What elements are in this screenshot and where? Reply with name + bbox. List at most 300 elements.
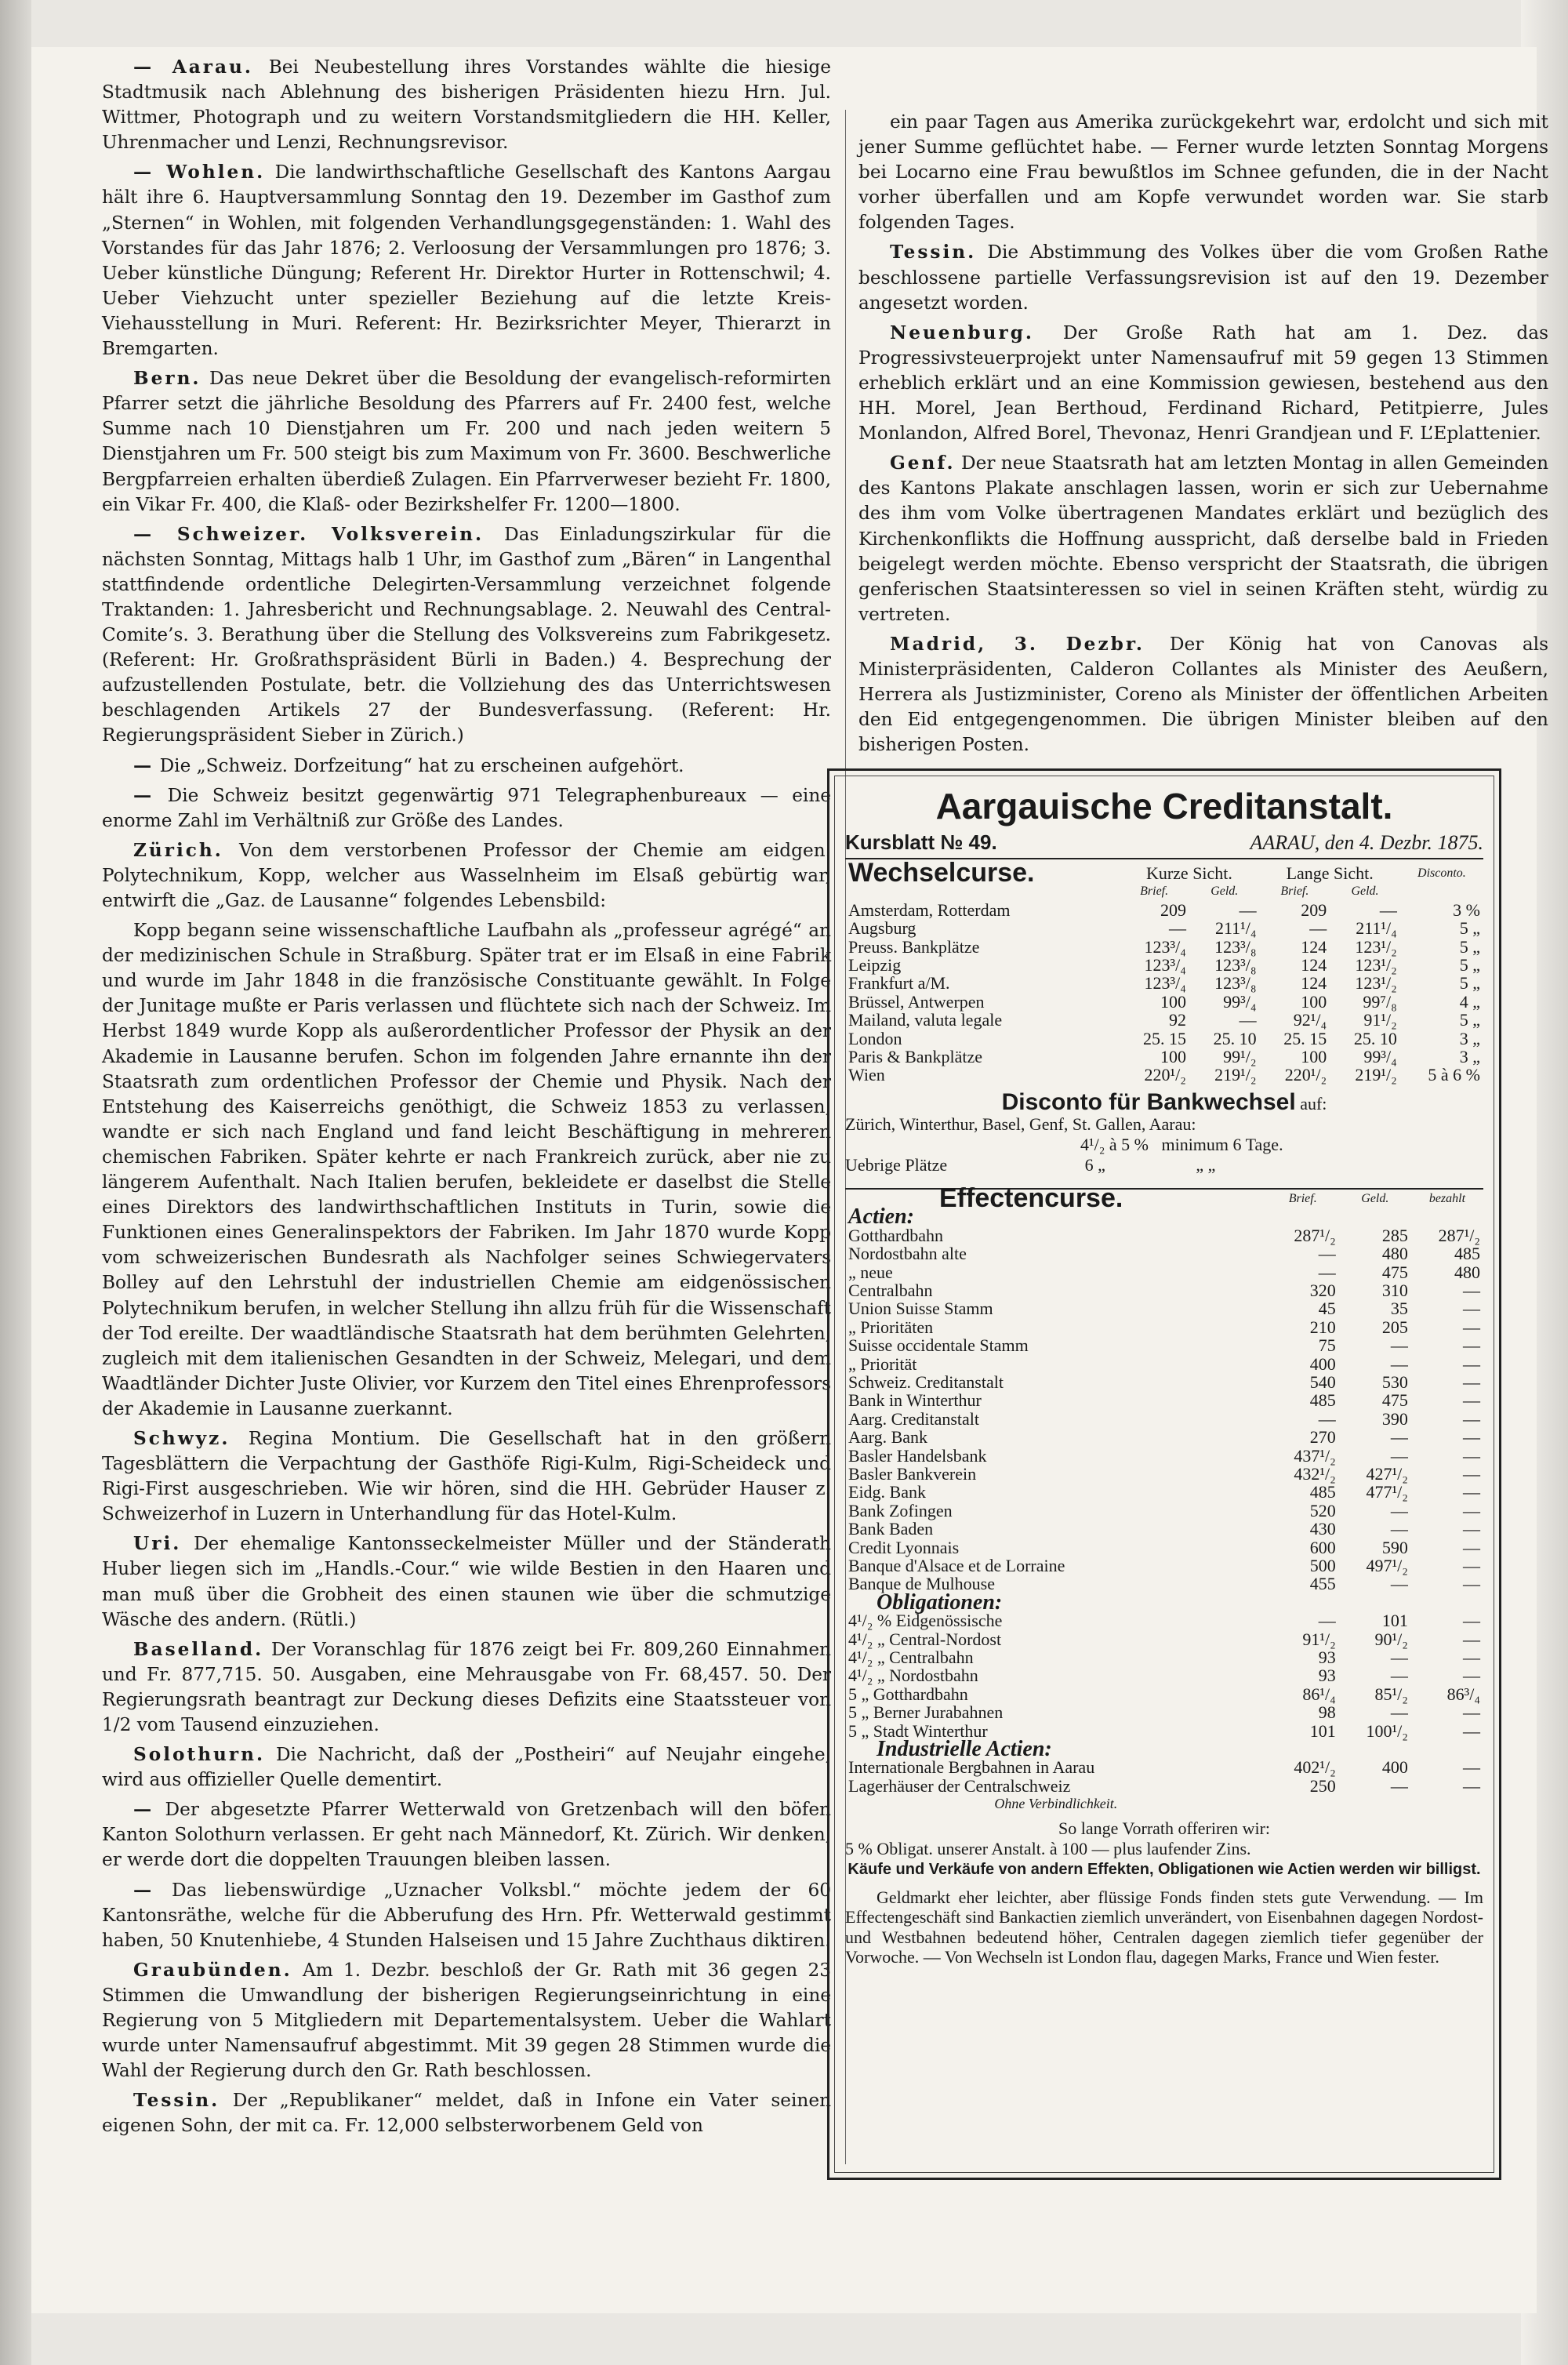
brief-value: 250 xyxy=(1309,1775,1336,1796)
brief-value: 485 xyxy=(1309,1482,1336,1502)
wechsel-title: Wechselcurse. xyxy=(848,858,1035,888)
wechsel-place: Wien xyxy=(848,1065,885,1085)
brief-value: 93 xyxy=(1318,1648,1336,1668)
bezahlt-value: — xyxy=(1463,1537,1480,1557)
lang-brief: 124 xyxy=(1301,973,1327,994)
article-text: Der Große Rath hat am 1. Dez. das Progressivsteuerprojekt unter Namensaufruf mit 59 gegen 13 Stimmen erheblich erklärt und an eine Kommission gewiesen, bestehend aus den HH. Morel, Jean Berthoud, Ferdinand Richard, Petitpierre, Jules Monlandon, Alfred Borel, Thevonaz, Henri Grandjean und F. L’Eplattenier. xyxy=(858,322,1548,445)
security-row xyxy=(845,1557,1483,1575)
bezahlt-value: — xyxy=(1463,1720,1480,1741)
security-row xyxy=(845,1648,1483,1666)
bezahlt-value: — xyxy=(1463,1353,1480,1374)
article-text: Der König hat von Canovas als Ministerpräsidenten, Calderon Collantes als Minister des Aeußern, Herrera als Justizminister, Coreno als Minister der öffentlichen Arbeiten den Eid entgegengenommen. Die übrigen Minister bleiben auf den bisherigen Posten. xyxy=(858,633,1548,756)
article-paragraph xyxy=(102,55,831,155)
book-spine xyxy=(0,0,31,2365)
article-text: Der ehemalige Kantonsseckelmeister Müller und der Ständerath Huber liegen sich im „Handls.-Cour.“ wie wilde Bestien in den Haaren und man muß über die Grobheit des einen staunen wie über die schmutzige Wäsche des andern. (Rütli.) xyxy=(102,1533,831,1630)
bulletin-title: Aargauische Creditanstalt. xyxy=(935,786,1393,826)
disconto-min: minimum 6 Tage. xyxy=(1161,1134,1283,1154)
geld-value: 35 xyxy=(1390,1299,1408,1319)
security-name: Aarg. Creditanstalt xyxy=(848,1408,979,1429)
article-dateline: Tessin. xyxy=(890,242,977,263)
security-row xyxy=(845,1318,1483,1336)
geld-value: — xyxy=(1390,1648,1408,1668)
lang-brief: 124 xyxy=(1301,936,1327,957)
article-text: Regina Montium. Die Gesellschaft hat in den größern Tagesblättern die Verpachtung der Gasthöfe Rigi-Kulm, Rigi-Scheideck und Rigi-First ausgeschrieben. Wie wir hören, sind die HH. Gebrüder Hauser z. Schweizerhof in Luzern in Unterhandlung für das Hotel-Kulm. xyxy=(102,1427,831,1525)
article-paragraph xyxy=(858,451,1548,627)
brief-value: 210 xyxy=(1309,1317,1336,1337)
security-row xyxy=(845,1410,1483,1428)
security-row xyxy=(845,1630,1483,1648)
bezahlt-value: — xyxy=(1463,1335,1480,1356)
security-row xyxy=(845,1428,1483,1446)
disconto-rate: 5 à 6 % xyxy=(1428,1065,1480,1085)
geld-value: 427¹/₂ xyxy=(1366,1463,1408,1484)
security-name: 5 „ Berner Jurabahnen xyxy=(848,1702,1004,1723)
geld-value: 310 xyxy=(1381,1280,1408,1300)
lang-brief: 92¹/₄ xyxy=(1293,1010,1327,1030)
effecten-table xyxy=(845,1182,1483,1814)
effecten-title: Effectencurse. xyxy=(939,1182,1123,1213)
geld-value: — xyxy=(1390,1427,1408,1448)
wechsel-row xyxy=(845,993,1483,1011)
geld-value: 90¹/₂ xyxy=(1374,1629,1408,1649)
bezahlt-value: — xyxy=(1463,1519,1480,1539)
security-row xyxy=(845,1758,1483,1776)
article-dateline: Madrid, 3. Dezbr. xyxy=(890,633,1145,655)
article-text: Der neue Staatsrath hat am letzten Montag in allen Gemeinden des Kantons Plakate anschlagen lassen, worin er sich zur Uebernahme des ihm vom Volke übertragenen Mandates erklärt und bezüglich des Kirchenkonflikts die Hoffnung ausspricht, daß derselbe bald in Frieden beigelegt werden möchte. Ebenso verspricht der Staatsrath, die übrigen genferischen Staatsinteressen so viel in seinen Kräften steht, würdig zu vertreten. xyxy=(858,452,1548,625)
wechsel-table xyxy=(845,858,1483,1085)
article-dateline: — Schweizer. Volksverein. xyxy=(133,523,485,545)
article-paragraph xyxy=(858,240,1548,315)
kurz-geld: — xyxy=(1239,1010,1257,1030)
brief-value: — xyxy=(1318,1244,1336,1264)
bezahlt-value: — xyxy=(1463,1317,1480,1337)
disconto-block xyxy=(845,1088,1483,1115)
security-name: Union Suisse Stamm xyxy=(848,1299,993,1319)
security-row xyxy=(845,1666,1483,1684)
security-row xyxy=(845,1336,1483,1354)
lang-brief: — xyxy=(1309,918,1327,939)
bezahlt-value: 86³/₄ xyxy=(1446,1684,1480,1704)
security-name: „ neue xyxy=(848,1262,893,1282)
disconto-rate: 5 „ xyxy=(1459,955,1480,975)
lang-brief: 100 xyxy=(1301,1047,1327,1067)
geld-value: — xyxy=(1390,1445,1408,1466)
security-row xyxy=(845,1226,1483,1244)
article-text: Das Einladungszirkular für die nächsten Sonntag, Mittags halb 1 Uhr, im Gasthof zum „Bären“ in Langenthal stattfindende ordentliche Delegirten-Versammlung verzeichnet folgende Traktanden: 1. Jahresbericht und Rechnungsablage. 2. Neuwahl des Central-Comite’s. 3. Berathung über die Stellung des Volksvereins zum Fabrikgesetz. (Referent: Hr. Großrathspräsident Bürli in Baden.) 4. Besprechung der aufzustellenden Postulate, betr. die Vollziehung des das Unterrichtswesen beschlagenden Artikels 27 der Bundesverfassung. (Referent: Hr. Regierungspräsident Sieber in Zürich.) xyxy=(102,523,831,747)
article-paragraph xyxy=(102,1531,831,1632)
disconto-rate: 5 „ xyxy=(1459,973,1480,994)
wechsel-row xyxy=(845,919,1483,937)
brief-header: Brief. xyxy=(1288,1191,1317,1205)
article-dateline: — xyxy=(133,1799,154,1821)
geld-value: 205 xyxy=(1381,1317,1408,1337)
article-text: Von dem verstorbenen Professor der Chemie am eidgen. Polytechnikum, Kopp, welcher aus Wasselnheim im Elsaß gebürtig war, entwirft die „Gaz. de Lausanne“ folgendes Lebensbild: xyxy=(102,839,831,911)
security-row xyxy=(845,1447,1483,1465)
lang-brief: 209 xyxy=(1301,899,1327,920)
article-paragraph xyxy=(102,2088,831,2138)
security-name: Bank Zofingen xyxy=(848,1500,953,1520)
kurz-brief: 92 xyxy=(1168,1010,1186,1030)
bezahlt-value: — xyxy=(1463,1463,1480,1484)
article-text: Die Schweiz besitzt gegenwärtig 971 Telegraphenbureaux — eine enorme Zahl im Verhältniß zur Größe des Landes. xyxy=(102,784,831,831)
disconto-rate: 5 „ xyxy=(1459,936,1480,957)
security-name: Schweiz. Creditanstalt xyxy=(848,1371,1004,1392)
security-name: Basler Handelsbank xyxy=(848,1445,987,1466)
security-row xyxy=(845,1355,1483,1373)
article-paragraph xyxy=(102,522,831,749)
disconto-rate: 3 % xyxy=(1453,899,1480,920)
disconto-min2: „ „ xyxy=(1196,1154,1216,1175)
article-paragraph xyxy=(102,918,831,1422)
article-dateline: Genf. xyxy=(890,452,956,474)
brief-value: 540 xyxy=(1309,1371,1336,1392)
security-name: „ Priorität xyxy=(848,1353,917,1374)
indus-label: Industrielle Actien: xyxy=(877,1737,1052,1762)
kurz-brief: 123³/₄ xyxy=(1144,936,1186,957)
security-name: 4¹/₂ „ Centralbahn xyxy=(848,1648,974,1668)
geld-value: 497¹/₂ xyxy=(1366,1556,1408,1575)
wechsel-row xyxy=(845,901,1483,919)
disconto-rate: 3 „ xyxy=(1459,1028,1480,1048)
kurz-geld: 123³/₈ xyxy=(1214,955,1257,975)
brief-value: 432¹/₂ xyxy=(1294,1463,1336,1484)
security-name: 5 „ Stadt Winterthur xyxy=(848,1720,988,1741)
kurz-geld: 99³/₄ xyxy=(1223,991,1257,1012)
lang-geld: 91¹/₂ xyxy=(1363,1010,1397,1030)
disconto-rate: 5 „ xyxy=(1459,918,1480,939)
security-name: Gotthardbahn xyxy=(848,1225,943,1245)
bulletin-subheader xyxy=(845,830,1483,859)
bezahlt-value: — xyxy=(1463,1371,1480,1392)
bezahlt-value: — xyxy=(1463,1775,1480,1796)
brief-value: 98 xyxy=(1318,1702,1336,1723)
kurz-geld: 123³/₈ xyxy=(1214,936,1257,957)
article-paragraph xyxy=(102,1637,831,1738)
geld-value: — xyxy=(1390,1775,1408,1796)
bezahlt-value: — xyxy=(1463,1500,1480,1520)
wechsel-row xyxy=(845,956,1483,974)
wechsel-place: Paris & Bankplätze xyxy=(848,1047,983,1067)
left-column xyxy=(102,55,831,2144)
article-dateline: — xyxy=(133,1879,154,1901)
article-paragraph xyxy=(858,321,1548,446)
kurz-brief: 100 xyxy=(1160,1047,1186,1067)
article-paragraph xyxy=(102,838,831,914)
kurz-brief: 209 xyxy=(1160,899,1186,920)
brief-header: Brief. xyxy=(1280,885,1309,899)
ohne-verbindlichkeit: Ohne Verbindlichkeit. xyxy=(994,1796,1118,1812)
brief-value: 455 xyxy=(1309,1574,1336,1594)
geld-value: 390 xyxy=(1381,1408,1408,1429)
security-name: Credit Lyonnais xyxy=(848,1537,960,1557)
lang-geld: — xyxy=(1379,899,1397,920)
article-paragraph xyxy=(102,160,831,361)
brief-value: 45 xyxy=(1318,1299,1336,1319)
article-paragraph xyxy=(858,632,1548,757)
bezahlt-value: — xyxy=(1463,1299,1480,1319)
kurz-geld: 25. 10 xyxy=(1213,1028,1257,1048)
disconto-title: Disconto für Bankwechsel xyxy=(1001,1088,1296,1115)
kurz-geld: 219¹/₂ xyxy=(1214,1065,1257,1085)
security-row xyxy=(845,1483,1483,1501)
bezahlt-value: — xyxy=(1463,1482,1480,1502)
wechsel-row xyxy=(845,1011,1483,1029)
brief-header: Brief. xyxy=(1140,885,1169,899)
disconto-rate1: 4¹/₂ à 5 % xyxy=(1080,1134,1149,1154)
geld-value: 400 xyxy=(1381,1757,1408,1778)
bank-bulletin xyxy=(827,768,1501,2180)
article-dateline: — xyxy=(133,784,154,806)
geld-value: — xyxy=(1390,1500,1408,1520)
security-row xyxy=(845,1520,1483,1538)
lang-brief: 100 xyxy=(1301,991,1327,1012)
security-name: Internationale Bergbahnen in Aarau xyxy=(848,1757,1095,1778)
bezahlt-value: — xyxy=(1463,1629,1480,1649)
wechsel-place: Leipzig xyxy=(848,955,902,975)
security-row xyxy=(845,1299,1483,1317)
bezahlt-value: — xyxy=(1463,1648,1480,1668)
article-text: Der „Republikaner“ meldet, daß in Infone ein Vater seinen eigenen Sohn, der mit ca. Fr. 12,000 selbsterworbenem Geld von xyxy=(102,2090,832,2137)
article-dateline: Uri. xyxy=(133,1533,182,1555)
article-text: Die Nachricht, daß der „Postheiri“ auf Neujahr eingehe, wird aus offizieller Quelle dementirt. xyxy=(102,1744,831,1791)
disconto-rate2: 6 „ xyxy=(1084,1154,1105,1175)
bezahlt-value: — xyxy=(1463,1757,1480,1778)
security-name: Suisse occidentale Stamm xyxy=(848,1335,1029,1356)
article-paragraph xyxy=(102,1426,831,1527)
wechsel-place: Frankfurt a/M. xyxy=(848,973,950,994)
article-dateline: Schwyz. xyxy=(133,1427,230,1449)
kurz-brief: 123³/₄ xyxy=(1144,955,1186,975)
article-dateline: Zürich. xyxy=(133,839,223,861)
article-paragraph xyxy=(102,754,831,779)
brief-value: 500 xyxy=(1309,1556,1336,1575)
security-name: Banque d'Alsace et de Lorraine xyxy=(848,1556,1065,1575)
security-row xyxy=(845,1777,1483,1795)
disconto-rate: 4 „ xyxy=(1459,991,1480,1012)
wechsel-row xyxy=(845,938,1483,956)
article-text: Das neue Dekret über die Besoldung der evangelisch-reformirten Pfarrer setzt die jährliche Besoldung des Pfarrers auf Fr. 2400 fest, welche Summe nach 10 Dienstjahren um Fr. 200 und nach jeden weitern 5 Dienstjahren um Fr. 500 steigt bis zum Maximum von Fr. 3600. Beschwerliche Bergpfarreien erhalten überdieß Zulagen. Ein Pfarrverweser bezieht Fr. 1800, ein Vikar Fr. 400, die Klaß- oder Bezirkshelfer Fr. 1200—1800. xyxy=(102,368,831,515)
offer-line-2: 5 % Obligat. unserer Anstalt. à 100 — plus laufender Zins. xyxy=(845,1838,1251,1858)
wechsel-place: Amsterdam, Rotterdam xyxy=(848,899,1011,920)
security-row xyxy=(845,1703,1483,1721)
brief-value: 600 xyxy=(1309,1537,1336,1557)
article-text: Bei Neubestellung ihres Vorstandes wählte die hiesige Stadtmusik nach Ablehnung des bisherigen Präsidenten hiezu Hrn. Jul. Wittmer, Photograph und zu weitern Vorstandsmitgliedern die HH. Keller, Uhrenmacher und Lenzi, Rechnungsrevisor. xyxy=(102,56,831,154)
article-text: Die „Schweiz. Dorfzeitung“ hat zu erscheinen aufgehört. xyxy=(159,754,684,776)
security-name: „ Prioritäten xyxy=(848,1317,934,1337)
security-name: Aarg. Bank xyxy=(848,1427,928,1448)
brief-value: — xyxy=(1318,1262,1336,1282)
kurz-geld: 211¹/₄ xyxy=(1215,918,1257,939)
disconto-header: Disconto. xyxy=(1417,866,1466,880)
place-date: AARAU, den 4. Dezbr. 1875. xyxy=(1250,831,1483,854)
disconto-other: Uebrige Plätze xyxy=(845,1154,948,1175)
wechsel-row xyxy=(845,1030,1483,1048)
security-name: Centralbahn xyxy=(848,1280,933,1300)
security-name: 4¹/₂ „ Nordostbahn xyxy=(848,1666,978,1686)
brief-value: 91¹/₂ xyxy=(1302,1629,1336,1649)
bezahlt-value: — xyxy=(1463,1445,1480,1466)
kurz-brief: 25. 15 xyxy=(1142,1028,1186,1048)
disconto-cities: Zürich, Winterthur, Basel, Genf, St. Gallen, Aarau: xyxy=(845,1113,1196,1134)
bezahlt-value: 485 xyxy=(1454,1244,1480,1264)
bezahlt-value: — xyxy=(1463,1408,1480,1429)
geld-value: 477¹/₂ xyxy=(1366,1482,1408,1502)
geld-value: 530 xyxy=(1381,1371,1408,1392)
kurz-brief: 100 xyxy=(1160,991,1186,1012)
kurz-header: Kurze Sicht. xyxy=(1145,863,1232,883)
brief-value: 402¹/₂ xyxy=(1294,1757,1336,1778)
geld-value: 100¹/₂ xyxy=(1366,1720,1408,1741)
lang-geld: 99⁷/₈ xyxy=(1363,991,1397,1012)
security-name: 4¹/₂ % Eidgenössische xyxy=(848,1611,1003,1631)
kursblatt-number: Kursblatt № 49. xyxy=(845,830,997,854)
article-paragraph xyxy=(102,1742,831,1793)
article-text: ein paar Tagen aus Amerika zurückgekehrt war, erdolcht und sich mit jener Summe geflüchtet habe. — Ferner wurde letzten Sonntag Morgens bei Locarno eine Frau bewußtlos im Schnee gefunden, die in der Nacht vorher überfallen und am Kopfe verwundet worden war. Sie starb folgenden Tages. xyxy=(858,111,1548,234)
article-dateline: — Wohlen. xyxy=(133,162,266,183)
brief-value: — xyxy=(1318,1408,1336,1429)
bezahlt-value: — xyxy=(1463,1611,1480,1631)
wechsel-place: Mailand, valuta legale xyxy=(848,1010,1003,1030)
disconto-rate-line xyxy=(845,1135,1483,1155)
brief-value: 287¹/₂ xyxy=(1294,1225,1336,1245)
kurz-geld: 123³/₈ xyxy=(1214,973,1257,994)
security-row xyxy=(845,1685,1483,1703)
brief-value: 86¹/₄ xyxy=(1302,1684,1336,1704)
brief-value: — xyxy=(1318,1611,1336,1631)
kurz-brief: 123³/₄ xyxy=(1144,973,1186,994)
brief-value: 75 xyxy=(1318,1335,1336,1356)
lang-brief: 220¹/₂ xyxy=(1284,1065,1327,1085)
geld-value: — xyxy=(1390,1519,1408,1539)
wechsel-row xyxy=(845,974,1483,992)
security-row xyxy=(845,1391,1483,1409)
geld-value: — xyxy=(1390,1574,1408,1594)
lang-header: Lange Sicht. xyxy=(1286,863,1374,883)
security-row xyxy=(845,1373,1483,1391)
lang-geld: 219¹/₂ xyxy=(1355,1065,1397,1085)
kurz-geld: — xyxy=(1239,899,1257,920)
article-paragraph xyxy=(102,1878,831,1953)
article-text: Der abgesetzte Pfarrer Wetterwald von Gretzenbach will den böfen Kanton Solothurn verlassen. Er geht nach Männedorf, Kt. Zürich. Wir denken, er werde dort die doppelten Trauungen bleiben lassen. xyxy=(102,1799,831,1871)
right-column xyxy=(858,110,1548,762)
bezahlt-value: — xyxy=(1463,1280,1480,1300)
security-row xyxy=(845,1539,1483,1557)
kurz-brief: 220¹/₂ xyxy=(1144,1065,1186,1085)
article-text: Die landwirthschaftliche Gesellschaft des Kantons Aargau hält ihre 6. Hauptversammlung Sonntag den 19. Dezember im Gasthof zum „Sternen“ in Wohlen, mit folgenden Verhandlungsgegenständen: 1. Wahl des Vorstandes für das Jahr 1876; 2. Verloosung der Versammlungen pro 1876; 3. Ueber künstliche Düngung; Referent Hr. Direktor Hurter in Rottenschwil; 4. Ueber Viehzucht unter spezieller Beziehung auf die letzte Kreis-Viehausstellung in Muri. Referent: Hr. Bezirksrichter Meyer, Thierarzt in Bremgarten. xyxy=(102,162,831,360)
geld-value: — xyxy=(1390,1666,1408,1686)
brief-value: 320 xyxy=(1309,1280,1336,1300)
article-dateline: Bern. xyxy=(133,368,201,390)
security-row xyxy=(845,1611,1483,1629)
kurz-geld: 99¹/₂ xyxy=(1223,1047,1257,1067)
brief-value: 270 xyxy=(1309,1427,1336,1448)
lang-brief: 25. 15 xyxy=(1283,1028,1327,1048)
disconto-rate: 5 „ xyxy=(1459,1010,1480,1030)
geld-value: 480 xyxy=(1381,1244,1408,1264)
geld-value: 475 xyxy=(1381,1262,1408,1282)
lang-brief: 124 xyxy=(1301,955,1327,975)
brief-value: 93 xyxy=(1318,1666,1336,1686)
wechsel-place: Preuss. Bankplätze xyxy=(848,936,980,957)
lang-geld: 123¹/₂ xyxy=(1355,955,1397,975)
lang-geld: 123¹/₂ xyxy=(1355,973,1397,994)
security-name: 4¹/₂ „ Central-Nordost xyxy=(848,1629,1002,1649)
geld-header: Geld. xyxy=(1351,885,1379,899)
article-paragraph xyxy=(102,1797,831,1873)
bezahlt-value: 480 xyxy=(1454,1262,1480,1282)
disconto-rate: 3 „ xyxy=(1459,1047,1480,1067)
brief-value: 400 xyxy=(1309,1353,1336,1374)
brief-value: 485 xyxy=(1309,1390,1336,1411)
article-text: Der Voranschlag für 1876 zeigt bei Fr. 809,260 Einnahmen und Fr. 877,715. 50. Ausgaben, eine Mehrausgabe von Fr. 68,457. 50. Der Regierungsrath beantragt zur Deckung dieses Defizits eine Staatssteuer von 1/2 vom Tausend einzuziehen. xyxy=(102,1638,831,1735)
article-text: Kopp begann seine wissenschaftliche Laufbahn als „professeur agrégé“ an der medizinischen Schule in Straßburg. Später trat er im Elsaß in eine Fabrik und wurde im Jahr 1848 in die französische Constituante gewählt. In Folge der Junitage mußte er Paris verlassen und flüchtete sich nach der Schweiz. Im Herbst 1849 wurde Kopp als außerordentlicher Professor der Physik an der Akademie in Lausanne berufen. Schon im folgenden Jahre ernannte ihn der Staatsrath zum ordentlichen Professor der Chemie und Physik. Nach der Entstehung des Kaiserreichs genöthigt, die Schweiz 1853 zu verlassen, wandte er sich nach England und fand leicht Beschäftigung in mehreren chemischen Fabriken. Später kehrte er nach Frankreich zurück, aber nie zu längerem Aufenthalt. Nach Italien berufen, bekleidete er daselbst die Stelle eines Direktors des landwirthschaftlichen Instituts in Turin, sowie die Funktionen eines Generalinspektors der Fabriken. Im Jahr 1870 wurde Kopp vom schweizerischen Bundesrath als Nachfolger seines Schwiegervaters Bolley auf den Lehrstuhl der industriellen Chemie am eidgenössischen Polytechnikum berufen, in welcher Stellung ihn allzu früh für die Wissenschaft der Tod ereilte. Der waadtländische Staatsrath hat dem berühmten Gelehrten, zugleich mit dem italienischen Gesandten in der Schweiz, Melegari, und dem Waadtländer Dichter Juste Olivier, vor Kurzem den Titel eines Ehrenprofessors der Akademie in Lausanne zuerkannt. xyxy=(102,920,831,1419)
disconto-other-line xyxy=(845,1155,1483,1175)
actien-label: Actien: xyxy=(848,1204,914,1230)
security-name: Eidg. Bank xyxy=(848,1482,926,1502)
article-dateline: Baselland. xyxy=(133,1638,264,1660)
disconto-auf: auf: xyxy=(1300,1093,1327,1113)
geld-header: Geld. xyxy=(1210,885,1239,899)
article-paragraph xyxy=(102,366,831,518)
lang-geld: 25. 10 xyxy=(1353,1028,1397,1048)
geld-header: Geld. xyxy=(1361,1191,1389,1205)
article-dateline: Solothurn. xyxy=(133,1744,266,1766)
kurz-brief: — xyxy=(1168,918,1186,939)
security-name: Lagerhäuser der Centralschweiz xyxy=(848,1775,1071,1796)
security-name: Bank in Winterthur xyxy=(848,1390,982,1411)
security-name: Banque de Mulhouse xyxy=(848,1574,995,1594)
security-row xyxy=(845,1502,1483,1520)
bezahlt-value: — xyxy=(1463,1556,1480,1575)
security-name: Basler Bankverein xyxy=(848,1463,977,1484)
security-name: Nordostbahn alte xyxy=(848,1244,967,1264)
wechsel-place: London xyxy=(848,1028,902,1048)
article-paragraph xyxy=(102,783,831,834)
article-dateline: Tessin. xyxy=(133,2090,220,2112)
security-row xyxy=(845,1281,1483,1299)
lang-geld: 123¹/₂ xyxy=(1355,936,1397,957)
brief-value: 437¹/₂ xyxy=(1294,1445,1336,1466)
geld-value: 285 xyxy=(1381,1225,1408,1245)
brief-value: 101 xyxy=(1309,1720,1336,1741)
wechsel-place: Augsburg xyxy=(848,918,916,939)
article-text: Am 1. Dezbr. beschloß der Gr. Rath mit 36 gegen 23 Stimmen die Umwandlung der bisherigen Regierungseinrichtung in eine Regierung von 5 Mitgliedern mit Departementalsystem. Ueber die Wahlart wurde unter Namensaufruf abgestimmt. Mit 39 gegen 28 Stimmen wurde die Wahl der Regierung durch den Gr. Rath beschlossen. xyxy=(102,1959,831,2082)
article-dateline: Graubünden. xyxy=(133,1959,292,1981)
lang-geld: 211¹/₄ xyxy=(1356,918,1397,939)
geld-value: — xyxy=(1390,1353,1408,1374)
kauf-verkauf-note: Käufe und Verkäufe von andern Effekten, Obligationen wie Actien werden wir billigst. xyxy=(848,1860,1481,1878)
article-paragraph xyxy=(858,110,1548,235)
security-name: 5 „ Gotthardbahn xyxy=(848,1684,968,1704)
wechsel-place: Brüssel, Antwerpen xyxy=(848,991,985,1012)
geld-value: — xyxy=(1390,1335,1408,1356)
article-dateline: — Aarau. xyxy=(133,56,253,78)
brief-value: 430 xyxy=(1309,1519,1336,1539)
geld-value: — xyxy=(1390,1702,1408,1723)
lang-geld: 99³/₄ xyxy=(1363,1047,1397,1067)
wechsel-row xyxy=(845,1066,1483,1084)
article-text: Das liebenswürdige „Uznacher Volksbl.“ möchte jedem der 60 Kantonsräthe, welche für die Abberufung des Hrn. Pfr. Wetterwald gestimmt haben, 50 Knutenhiebe, 4 Stunden Halseisen und 15 Jahre Zuchthaus diktiren. xyxy=(102,1879,832,1951)
article-text: Die Abstimmung des Volkes über die vom Großen Rathe beschlossene partielle Verfassungsrevision ist auf den 19. Dezember angesetzt worden. xyxy=(858,242,1549,314)
article-paragraph xyxy=(102,1958,831,2083)
security-row xyxy=(845,1465,1483,1483)
article-dateline: Neuenburg. xyxy=(890,322,1034,343)
security-name: Bank Baden xyxy=(848,1519,934,1539)
bezahlt-value: — xyxy=(1463,1574,1480,1594)
geld-value: 85¹/₂ xyxy=(1374,1684,1408,1704)
geldmarkt-note: Geldmarkt eher leichter, aber flüssige Fonds finden stets gute Verwendung. — Im Effectengeschäft sind Bankactien ziemlich unverändert, von Eisenbahnen dagegen Nordost- und Westbahnen bedeutend höher, Centralen dagegen ziemlich tiefer gegenüber der Vorwoche. — Von Wechseln ist London flau, dagegen Marks, France und Wien fester. xyxy=(845,1887,1483,1967)
bezahlt-value: 287¹/₂ xyxy=(1438,1225,1480,1245)
